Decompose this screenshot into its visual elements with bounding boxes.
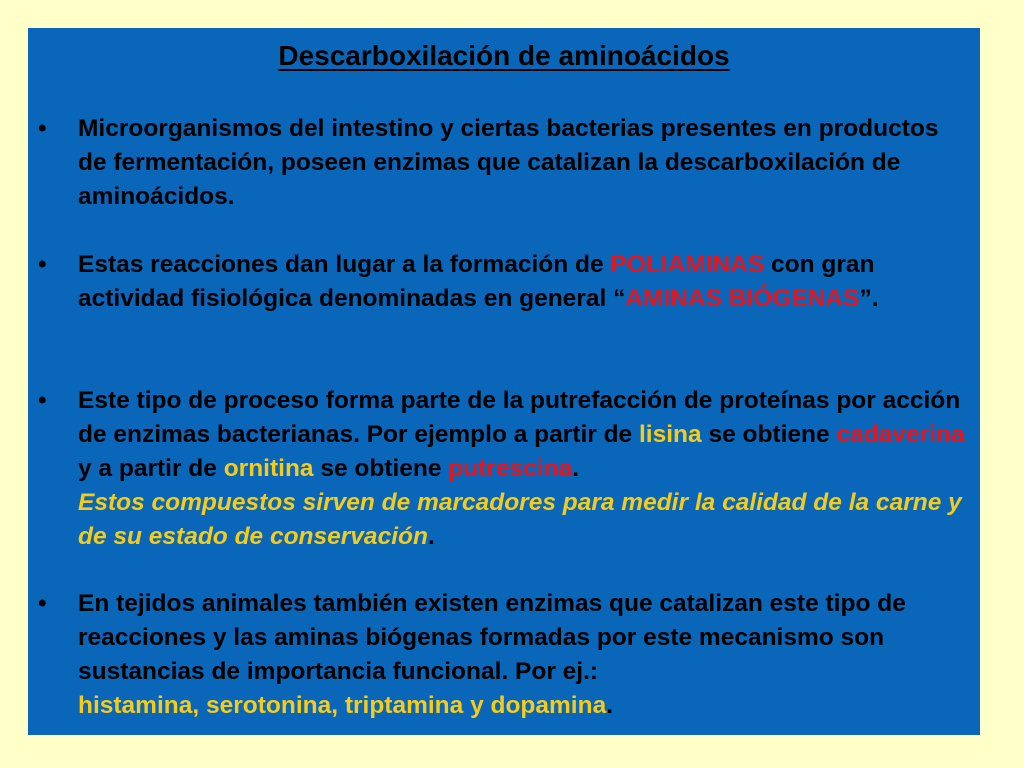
highlight-poliaminas: POLIAMINAS xyxy=(610,251,765,278)
bullet-text xyxy=(78,384,968,554)
text-segment: En tejidos animales también existen enzimas que catalizan este tipo de reacciones y las aminas biógenas formadas por este mecanismo son sustancias de importancia funcional. Por ej.: xyxy=(78,590,906,685)
bullet-item-3 xyxy=(38,384,968,554)
slide-panel xyxy=(28,28,980,735)
text-segment: . xyxy=(606,692,614,719)
bullet-marker: • xyxy=(38,590,47,617)
bullet-marker: • xyxy=(38,251,47,278)
text-segment: ”. xyxy=(859,285,879,312)
highlight-ornitina: ornitina xyxy=(223,455,314,482)
bullet-marker: • xyxy=(38,387,47,414)
bullet-item-1 xyxy=(38,112,968,214)
text-segment: Este tipo de proceso forma parte de la putrefacción de proteínas por acción de enzimas bacterianas. Por ejemplo a partir de xyxy=(78,387,961,448)
highlight-lisina: lisina xyxy=(639,421,702,448)
text-segment: . xyxy=(427,523,435,550)
highlight-putrescina: putrescina xyxy=(448,455,573,482)
text-segment: se obtiene xyxy=(313,455,449,482)
highlight-aminas-biogenas: AMINAS BIÓGENAS xyxy=(625,285,860,312)
text-segment: se obtiene xyxy=(701,421,837,448)
highlight-cadaverina: cadaverina xyxy=(836,421,965,448)
bullet-1-text: Microorganismos del intestino y ciertas bacterias presentes en productos de fermentación, poseen enzimas que catalizan la descarboxilación de aminoácidos. xyxy=(78,115,939,210)
bullet-marker: • xyxy=(38,115,47,142)
bullet-item-4 xyxy=(38,587,968,723)
text-segment: Estas reacciones dan lugar a la formación de xyxy=(78,251,611,278)
bullet-text xyxy=(78,248,968,316)
italic-note: Estos compuestos sirven de marcadores para medir la calidad de la carne y de su estado de conservación xyxy=(78,489,962,550)
text-segment: . xyxy=(572,455,580,482)
highlight-examples: histamina, serotonina, triptamina y dopamina xyxy=(78,692,607,719)
text-segment: y a partir de xyxy=(78,455,224,482)
bullet-text xyxy=(78,112,968,214)
text-segment: con gran actividad fisiológica denominadas en general “ xyxy=(78,251,875,312)
bullet-item-2 xyxy=(38,248,968,316)
slide-title: Descarboxilación de aminoácidos xyxy=(278,40,730,71)
bullet-text xyxy=(78,587,968,723)
